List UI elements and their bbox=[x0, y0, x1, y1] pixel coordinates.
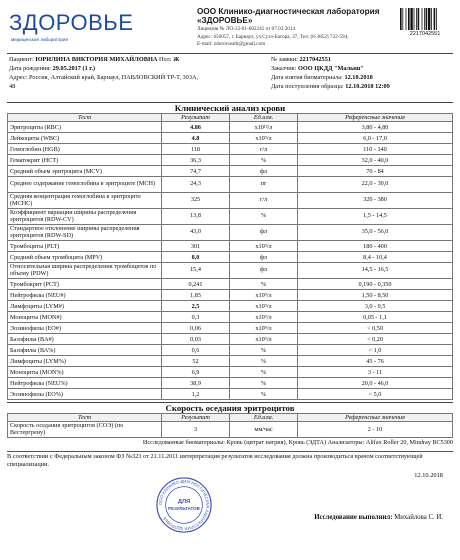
cell-unit: % bbox=[230, 209, 298, 225]
table-row bbox=[8, 193, 453, 209]
barcode-number: 2217042551 bbox=[409, 31, 441, 37]
lab-name-line1: ООО Клинико-диагностическая лаборатория bbox=[197, 7, 380, 16]
cell-unit: % bbox=[230, 279, 298, 290]
cell-ref: 45 - 76 bbox=[298, 356, 453, 367]
received-row bbox=[271, 83, 390, 90]
sign-date: 12.10.2018 bbox=[414, 472, 443, 480]
stamp-ring-text: ООО КЛИНИКО-ДИАГНОСТИЧЕСКАЯ ЛАБОРАТОРИЯ ЗДОРОВЬЕ bbox=[157, 479, 211, 532]
stamp-top-text: ДЛЯ bbox=[177, 499, 191, 506]
barcode-bar bbox=[416, 8, 417, 30]
cell-unit: фл bbox=[230, 225, 298, 241]
lab-logo bbox=[9, 7, 159, 47]
cell-unit: г/л bbox=[230, 193, 298, 209]
cell-result: 36,3 bbox=[162, 155, 230, 166]
lab-email: E-mail: zdoroviealb@gmail.com bbox=[197, 41, 266, 48]
cell-result: 0,3 bbox=[162, 312, 230, 323]
cell-unit: % bbox=[230, 345, 298, 356]
cell-result: 2,5 bbox=[162, 301, 230, 312]
col-result: Результат bbox=[162, 414, 230, 422]
table-row bbox=[8, 225, 453, 241]
table-row bbox=[8, 290, 453, 301]
patient-address-line2: 48 bbox=[9, 83, 16, 90]
barcode-bar bbox=[424, 8, 425, 30]
cell-test: Лейкоциты (WBC) bbox=[8, 133, 162, 144]
received-label: Дата поступления образца: bbox=[271, 83, 344, 90]
cell-unit: x10⁹/л bbox=[230, 312, 298, 323]
received-date: 12.10.2018 12:09 bbox=[345, 83, 390, 90]
cell-ref: 20,0 - 46,0 bbox=[298, 378, 453, 389]
cell-ref: < 5,0 bbox=[298, 389, 453, 400]
cell-test: Базофилы (BA#) bbox=[8, 334, 162, 345]
cell-test: Моноциты (MON#) bbox=[8, 312, 162, 323]
address-row bbox=[9, 74, 198, 81]
table-row bbox=[8, 389, 453, 400]
cell-test: Коэффициент вариации ширины распределения эритроцитов (RDW-CV) bbox=[8, 209, 162, 225]
cell-unit: x10⁹/л bbox=[230, 323, 298, 334]
cell-result: 301 bbox=[162, 241, 230, 252]
cell-test: Среднее содержание гемоглобина в эритроците (МСН) bbox=[8, 177, 162, 193]
barcode bbox=[399, 8, 451, 38]
cell-unit: пг bbox=[230, 177, 298, 193]
table-row bbox=[8, 422, 453, 438]
table-row bbox=[8, 367, 453, 378]
patient-name: ЮРИЛИНА ВИКТОРИЯ МИХАЙЛОВНА bbox=[35, 56, 158, 63]
cell-test: Гематокрит (НСТ) bbox=[8, 155, 162, 166]
cell-ref: 32,0 - 40,0 bbox=[298, 155, 453, 166]
barcode-bar bbox=[400, 8, 402, 30]
cell-result: 0,03 bbox=[162, 334, 230, 345]
cell-ref: 110 - 140 bbox=[298, 144, 453, 155]
legal-note: В соответствии с Федеральным законом ФЗ №323 от 21.11.2011 интерпретация результатов исследования должна производиться врачом соответствующей специализации. bbox=[7, 451, 453, 468]
cell-unit: x10⁹/л bbox=[230, 290, 298, 301]
cell-unit: x10⁹/л bbox=[230, 334, 298, 345]
barcode-bar bbox=[406, 8, 407, 30]
table-row bbox=[8, 263, 453, 279]
table-row bbox=[8, 177, 453, 193]
address-label: Адрес: bbox=[9, 74, 28, 81]
cell-ref: 3 - 11 bbox=[298, 367, 453, 378]
table-row bbox=[8, 345, 453, 356]
table-row bbox=[8, 144, 453, 155]
patient-info bbox=[7, 53, 453, 102]
cell-ref: 1,5 - 14,5 bbox=[298, 209, 453, 225]
sampled-row bbox=[271, 74, 373, 81]
cell-test: Тромбокрит (РСТ) bbox=[8, 279, 162, 290]
cell-ref: 180 - 400 bbox=[298, 241, 453, 252]
cell-test: Нейтрофилы (NEU#) bbox=[8, 290, 162, 301]
table-row bbox=[8, 209, 453, 225]
table-row bbox=[8, 356, 453, 367]
cell-ref: 35,0 - 56,0 bbox=[298, 225, 453, 241]
table-row bbox=[8, 252, 453, 263]
esr-result: 3 bbox=[162, 422, 230, 438]
cell-ref: 0,05 - 1,1 bbox=[298, 312, 453, 323]
cell-unit: x10⁹/л bbox=[230, 133, 298, 144]
cell-result: 0,241 bbox=[162, 279, 230, 290]
cell-test: Нейтрофилы (NEU%) bbox=[8, 378, 162, 389]
cell-test: Базофилы (ВА%) bbox=[8, 345, 162, 356]
biomaterials-note: Исследованные биоматериалы: Кровь (цитрат натрия), Кровь (ЭДТА) Анализаторы: Alifax Roller 20, Mindray BC5300 bbox=[142, 439, 453, 447]
cell-result: 52 bbox=[162, 356, 230, 367]
cell-result: 1,2 bbox=[162, 389, 230, 400]
barcode-bar bbox=[431, 8, 432, 30]
order-row bbox=[271, 56, 331, 63]
sampled-date: 12.10.2018 bbox=[344, 74, 373, 81]
lab-report bbox=[7, 5, 453, 555]
barcode-bar bbox=[434, 8, 436, 30]
table-row bbox=[8, 166, 453, 177]
cell-ref: 22,0 - 30,0 bbox=[298, 177, 453, 193]
cell-result: 24,3 bbox=[162, 177, 230, 193]
col-ref: Референсные значения bbox=[298, 414, 453, 422]
cell-ref: < 0,50 bbox=[298, 323, 453, 334]
report-header bbox=[7, 5, 453, 53]
table-row bbox=[8, 241, 453, 252]
table-row bbox=[8, 122, 453, 133]
cbc-table bbox=[7, 113, 453, 400]
lab-address: Адрес: 656057, г. Барнаул, ул.Сухэ-Батора, 37, Тел: (8-3852) 722-594, bbox=[197, 33, 349, 40]
barcode-bar bbox=[436, 8, 437, 30]
order-label: № заявки: bbox=[271, 56, 298, 63]
customer-name: ООО ЦКДД "Малыш" bbox=[298, 65, 364, 72]
cell-unit: фл bbox=[230, 166, 298, 177]
cell-ref: 1,50 - 8,50 bbox=[298, 290, 453, 301]
col-ref: Референсные значения bbox=[298, 114, 453, 122]
esr-test: Скорость оседания эритроцитов (СОЭ) (по Вестергрену) bbox=[8, 422, 162, 438]
barcode-bar bbox=[422, 8, 423, 30]
cell-unit: фл bbox=[230, 252, 298, 263]
birth-row bbox=[9, 65, 95, 72]
cell-result: 74,7 bbox=[162, 166, 230, 177]
cell-result: 13,8 bbox=[162, 209, 230, 225]
cell-test: Тромбоциты (PLT) bbox=[8, 241, 162, 252]
cell-ref: 8,4 - 10,4 bbox=[298, 252, 453, 263]
performer-label: Исследование выполнил: bbox=[314, 514, 393, 522]
logo-subtitle: медицинская лаборатория bbox=[11, 37, 68, 42]
cell-unit: x10¹²/л bbox=[230, 122, 298, 133]
cell-result: 8,0 bbox=[162, 252, 230, 263]
cell-test: Гемоглобин (HGB) bbox=[8, 144, 162, 155]
esr-title: Скорость оседания эритроцитов bbox=[7, 402, 453, 413]
table-row bbox=[8, 301, 453, 312]
cell-unit: г/л bbox=[230, 144, 298, 155]
esr-ref: 2 - 10 bbox=[298, 422, 453, 438]
lab-license: Лицензия № ЛО-22-01-002245 от 07.03.2014 bbox=[197, 26, 296, 33]
cell-test: Стандартное отклонение ширины распределения эритроцитов (RDW-SD) bbox=[8, 225, 162, 241]
logo-text: ЗДОРОВЬЕ bbox=[9, 10, 134, 35]
birth-date: 29.05.2017 (1 г.) bbox=[52, 65, 96, 72]
cell-result: 15,4 bbox=[162, 263, 230, 279]
barcode-bar bbox=[414, 8, 415, 30]
cell-result: 325 bbox=[162, 193, 230, 209]
sex-label: Пол: bbox=[158, 56, 172, 63]
cell-test: Эозинофилы (EO#) bbox=[8, 323, 162, 334]
cell-ref: 70 - 84 bbox=[298, 166, 453, 177]
table-row bbox=[8, 323, 453, 334]
table-row bbox=[8, 133, 453, 144]
cell-unit: x10⁹/л bbox=[230, 241, 298, 252]
cell-unit: % bbox=[230, 389, 298, 400]
cell-result: 38,9 bbox=[162, 378, 230, 389]
cell-ref: 320 - 380 bbox=[298, 193, 453, 209]
barcode-bar bbox=[402, 8, 403, 30]
esr-unit: мм/час bbox=[230, 422, 298, 438]
barcode-bar bbox=[418, 8, 420, 30]
esr-header-row bbox=[8, 414, 453, 422]
cell-ref: < 0,20 bbox=[298, 334, 453, 345]
cell-test: Моноциты (MON%) bbox=[8, 367, 162, 378]
cell-test: Относительная ширина распределения тромбоцитов по объему (PDW) bbox=[8, 263, 162, 279]
table-row bbox=[8, 279, 453, 290]
cell-result: 118 bbox=[162, 144, 230, 155]
cell-ref: 3,0 - 9,5 bbox=[298, 301, 453, 312]
cell-ref: 0,190 - 0,350 bbox=[298, 279, 453, 290]
esr-table bbox=[7, 413, 453, 438]
cell-result: 6,9 bbox=[162, 367, 230, 378]
table-row bbox=[8, 334, 453, 345]
col-test: Тест bbox=[8, 114, 162, 122]
cell-result: 0,06 bbox=[162, 323, 230, 334]
cell-test: Лимфоциты (LYM%) bbox=[8, 356, 162, 367]
cell-test: Средний объем тромбоцита (MPV) bbox=[8, 252, 162, 263]
cell-ref: 3,80 - 4,80 bbox=[298, 122, 453, 133]
cell-result: 0,6 bbox=[162, 345, 230, 356]
cell-ref: 14,5 - 16,5 bbox=[298, 263, 453, 279]
patient-name-row bbox=[9, 56, 179, 63]
col-unit: Ед.изм. bbox=[230, 414, 298, 422]
barcode-bar bbox=[428, 8, 430, 30]
cell-ref: 6,0 - 17,0 bbox=[298, 133, 453, 144]
order-number: 2217042551 bbox=[299, 56, 331, 63]
barcode-bar bbox=[408, 8, 410, 30]
patient-address: Россия, Алтайский край, Барнаул, ПАВЛОВСКИЙ ТР-Т, 303А, bbox=[28, 74, 199, 81]
stamp-mid-text: РЕЗУЛЬТАТОВ bbox=[168, 506, 200, 512]
barcode-bar bbox=[426, 8, 428, 30]
cbc-title: Клинический анализ крови bbox=[7, 102, 453, 113]
cbc-header-row bbox=[8, 114, 453, 122]
performer bbox=[314, 514, 443, 522]
col-unit: Ед.изм. bbox=[230, 114, 298, 122]
cell-result: 43,0 bbox=[162, 225, 230, 241]
cell-unit: % bbox=[230, 155, 298, 166]
cell-test: Средний объем эритроцита (MCV) bbox=[8, 166, 162, 177]
cell-test: Лимфоциты (LYM#) bbox=[8, 301, 162, 312]
cell-result: 4.86 bbox=[162, 122, 230, 133]
cell-result: 4.8 bbox=[162, 133, 230, 144]
lab-details bbox=[197, 7, 402, 48]
address-row-2 bbox=[9, 83, 15, 90]
cell-test: Эозинофилы (EO%) bbox=[8, 389, 162, 400]
barcode-icon bbox=[399, 8, 451, 30]
table-row bbox=[8, 378, 453, 389]
table-row bbox=[8, 155, 453, 166]
cell-test: Средняя концентрация гемоглобина в эритроците (МСНС) bbox=[8, 193, 162, 209]
cell-test: Эритроциты (RBC) bbox=[8, 122, 162, 133]
sampled-label: Дата взятия биоматериала: bbox=[271, 74, 343, 81]
performer-name: Михайлова С. И. bbox=[394, 514, 443, 522]
birth-label: Дата рождения: bbox=[9, 65, 51, 72]
cell-result: 1,85 bbox=[162, 290, 230, 301]
col-test: Тест bbox=[8, 414, 162, 422]
customer-row bbox=[271, 65, 364, 72]
col-result: Результат bbox=[162, 114, 230, 122]
table-row bbox=[8, 312, 453, 323]
cell-unit: % bbox=[230, 378, 298, 389]
lab-stamp-icon bbox=[155, 476, 213, 534]
barcode-bar bbox=[410, 8, 412, 30]
cell-unit: x10⁹/л bbox=[230, 301, 298, 312]
cell-unit: % bbox=[230, 367, 298, 378]
patient-label: Пациент: bbox=[9, 56, 34, 63]
customer-label: Заказчик: bbox=[271, 65, 297, 72]
cell-ref: < 1,0 bbox=[298, 345, 453, 356]
lab-name-line2: «ЗДОРОВЬЕ» bbox=[197, 16, 253, 26]
cell-unit: % bbox=[230, 356, 298, 367]
signature-area bbox=[7, 468, 453, 538]
patient-sex: Ж bbox=[173, 56, 180, 63]
cbc-body bbox=[8, 122, 453, 400]
cell-unit: фл bbox=[230, 263, 298, 279]
